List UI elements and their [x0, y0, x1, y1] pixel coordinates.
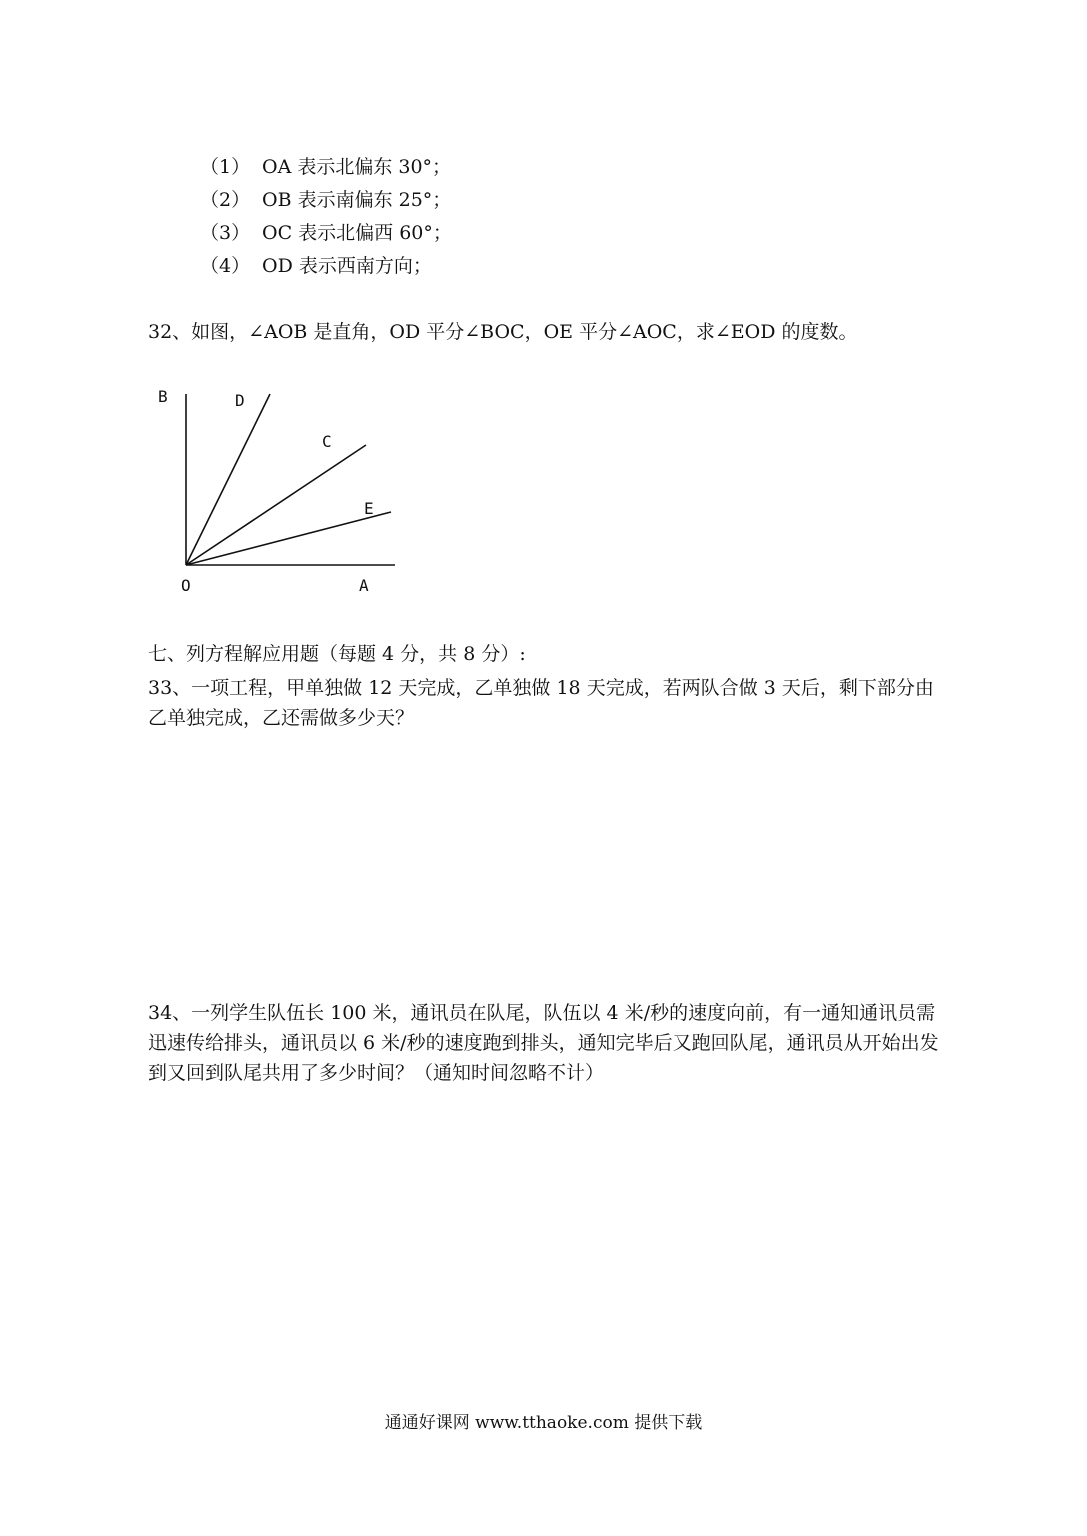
item-4-number: （4） — [200, 255, 251, 277]
item-2-number: （2） — [200, 189, 251, 211]
label-o: O — [181, 576, 191, 595]
item-1-text: OA 表示北偏东 30°； — [262, 156, 452, 178]
item-3-number: （3） — [200, 222, 251, 244]
section-7-heading: 七、列方程解应用题（每题 4 分，共 8 分）: — [148, 643, 526, 665]
ray-oc — [186, 445, 366, 565]
item-2-text: OB 表示南偏东 25°； — [262, 189, 452, 211]
item-2 — [200, 188, 451, 212]
item-3 — [200, 221, 452, 245]
item-4-text: OD 表示西南方向； — [262, 255, 432, 277]
label-b: B — [158, 387, 168, 406]
ray-oe — [186, 512, 391, 565]
ray-od — [186, 394, 270, 565]
item-1 — [200, 155, 451, 179]
question-32: 32、如图，∠AOB 是直角，OD 平分∠BOC，OE 平分∠AOC，求∠EOD 的度数。 — [148, 321, 858, 343]
label-c: C — [322, 432, 332, 451]
label-a: A — [359, 576, 369, 595]
item-1-number: （1） — [200, 156, 251, 178]
page-footer: 通通好课网 www.tthaoke.com 提供下载 — [384, 1413, 703, 1433]
angle-figure — [145, 372, 415, 607]
item-3-text: OC 表示北偏西 60°； — [262, 222, 452, 244]
label-d: D — [235, 391, 245, 410]
question-34: 34、一列学生队伍长 100 米，通讯员在队尾，队伍以 4 米/秒的速度向前，有一通知通讯员需迅速传给排头，通讯员以 6 米/秒的速度跑到排头，通知完毕后又跑回队尾，通讯员从开始出发到又回到队尾共用了多少时间？（通知时间忽略不计） — [148, 1002, 939, 1084]
item-4 — [200, 254, 432, 278]
question-33: 33、一项工程，甲单独做 12 天完成，乙单独做 18 天完成，若两队合做 3 天后，剩下部分由乙单独完成，乙还需做多少天？ — [148, 677, 934, 729]
label-e: E — [364, 499, 374, 518]
